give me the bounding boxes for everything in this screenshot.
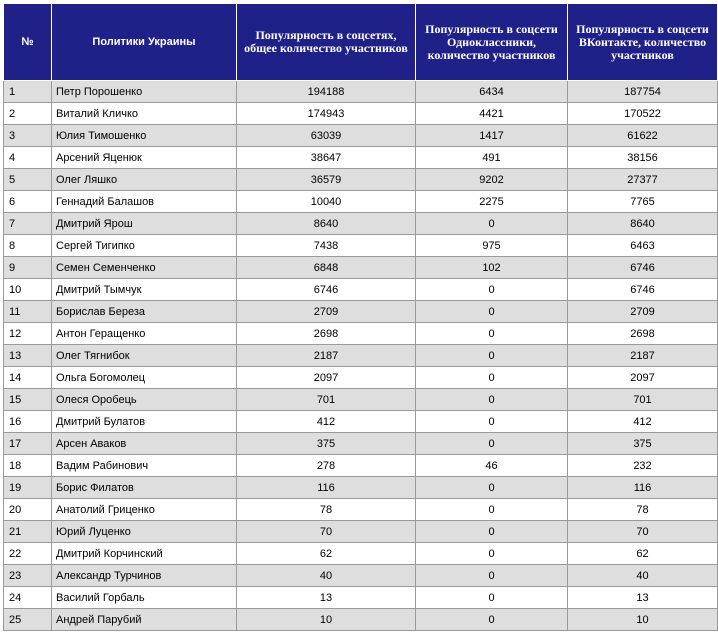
table-row <box>4 279 718 301</box>
row-number: 15 <box>4 389 52 411</box>
table-row <box>4 433 718 455</box>
row-number: 6 <box>4 191 52 213</box>
odnoklassniki-value: 491 <box>416 147 568 169</box>
vkontakte-value: 70 <box>568 521 718 543</box>
total-popularity-value: 70 <box>237 521 416 543</box>
table-row <box>4 565 718 587</box>
total-popularity-value: 13 <box>237 587 416 609</box>
total-popularity-value: 6848 <box>237 257 416 279</box>
row-number: 20 <box>4 499 52 521</box>
odnoklassniki-value: 4421 <box>416 103 568 125</box>
politician-name: Борис Филатов <box>52 477 237 499</box>
odnoklassniki-value: 102 <box>416 257 568 279</box>
total-popularity-value: 2709 <box>237 301 416 323</box>
vkontakte-value: 62 <box>568 543 718 565</box>
vkontakte-value: 232 <box>568 455 718 477</box>
vkontakte-value: 6463 <box>568 235 718 257</box>
vkontakte-value: 375 <box>568 433 718 455</box>
row-number: 8 <box>4 235 52 257</box>
table-body <box>4 81 718 631</box>
politician-name: Александр Турчинов <box>52 565 237 587</box>
row-number: 23 <box>4 565 52 587</box>
politician-name: Дмитрий Ярош <box>52 213 237 235</box>
vkontakte-value: 27377 <box>568 169 718 191</box>
row-number: 10 <box>4 279 52 301</box>
vkontakte-value: 8640 <box>568 213 718 235</box>
table-header <box>4 4 718 81</box>
table-row <box>4 543 718 565</box>
odnoklassniki-value: 0 <box>416 609 568 631</box>
row-number: 3 <box>4 125 52 147</box>
table-row <box>4 411 718 433</box>
odnoklassniki-value: 0 <box>416 301 568 323</box>
table-row <box>4 389 718 411</box>
odnoklassniki-value: 0 <box>416 521 568 543</box>
row-number: 24 <box>4 587 52 609</box>
row-number: 7 <box>4 213 52 235</box>
vkontakte-value: 40 <box>568 565 718 587</box>
table-row <box>4 521 718 543</box>
odnoklassniki-value: 9202 <box>416 169 568 191</box>
table-row <box>4 257 718 279</box>
vkontakte-value: 38156 <box>568 147 718 169</box>
total-popularity-value: 375 <box>237 433 416 455</box>
total-popularity-value: 40 <box>237 565 416 587</box>
odnoklassniki-value: 975 <box>416 235 568 257</box>
row-number: 4 <box>4 147 52 169</box>
odnoklassniki-value: 46 <box>416 455 568 477</box>
vkontakte-value: 701 <box>568 389 718 411</box>
politician-name: Арсен Аваков <box>52 433 237 455</box>
popularity-table <box>3 3 718 631</box>
odnoklassniki-value: 1417 <box>416 125 568 147</box>
table-row <box>4 587 718 609</box>
politician-name: Олеся Оробець <box>52 389 237 411</box>
table-row <box>4 455 718 477</box>
row-number: 21 <box>4 521 52 543</box>
total-popularity-value: 62 <box>237 543 416 565</box>
row-number: 5 <box>4 169 52 191</box>
odnoklassniki-value: 0 <box>416 477 568 499</box>
table-row <box>4 191 718 213</box>
odnoklassniki-value: 0 <box>416 543 568 565</box>
table-row <box>4 125 718 147</box>
vkontakte-value: 6746 <box>568 279 718 301</box>
vkontakte-value: 187754 <box>568 81 718 103</box>
politician-name: Семен Семенченко <box>52 257 237 279</box>
table-row <box>4 301 718 323</box>
vkontakte-value: 2698 <box>568 323 718 345</box>
row-number: 11 <box>4 301 52 323</box>
odnoklassniki-value: 0 <box>416 499 568 521</box>
vkontakte-value: 7765 <box>568 191 718 213</box>
row-number: 12 <box>4 323 52 345</box>
total-popularity-value: 36579 <box>237 169 416 191</box>
header-vkontakte-popularity: Популярность в соцсети ВКонтакте, количество участников <box>568 4 718 81</box>
vkontakte-value: 13 <box>568 587 718 609</box>
politician-name: Дмитрий Тымчук <box>52 279 237 301</box>
table-row <box>4 81 718 103</box>
politician-name: Дмитрий Корчинский <box>52 543 237 565</box>
row-number: 13 <box>4 345 52 367</box>
politician-name: Анатолий Гриценко <box>52 499 237 521</box>
politician-name: Юрий Луценко <box>52 521 237 543</box>
header-row <box>4 4 718 81</box>
total-popularity-value: 63039 <box>237 125 416 147</box>
odnoklassniki-value: 6434 <box>416 81 568 103</box>
total-popularity-value: 10 <box>237 609 416 631</box>
odnoklassniki-value: 0 <box>416 213 568 235</box>
odnoklassniki-value: 0 <box>416 411 568 433</box>
total-popularity-value: 116 <box>237 477 416 499</box>
table-row <box>4 477 718 499</box>
politician-name: Геннадий Балашов <box>52 191 237 213</box>
table-row <box>4 235 718 257</box>
row-number: 25 <box>4 609 52 631</box>
vkontakte-value: 10 <box>568 609 718 631</box>
row-number: 14 <box>4 367 52 389</box>
politician-name: Олег Тягнибок <box>52 345 237 367</box>
politician-name: Андрей Парубий <box>52 609 237 631</box>
table-row <box>4 147 718 169</box>
header-odnoklassniki-popularity: Популярность в соцсети Одноклассники, количество участников <box>416 4 568 81</box>
total-popularity-value: 278 <box>237 455 416 477</box>
total-popularity-value: 2097 <box>237 367 416 389</box>
vkontakte-value: 116 <box>568 477 718 499</box>
vkontakte-value: 170522 <box>568 103 718 125</box>
row-number: 19 <box>4 477 52 499</box>
total-popularity-value: 78 <box>237 499 416 521</box>
row-number: 2 <box>4 103 52 125</box>
odnoklassniki-value: 0 <box>416 565 568 587</box>
total-popularity-value: 10040 <box>237 191 416 213</box>
odnoklassniki-value: 0 <box>416 345 568 367</box>
odnoklassniki-value: 0 <box>416 389 568 411</box>
total-popularity-value: 8640 <box>237 213 416 235</box>
row-number: 17 <box>4 433 52 455</box>
odnoklassniki-value: 0 <box>416 433 568 455</box>
politician-name: Дмитрий Булатов <box>52 411 237 433</box>
row-number: 9 <box>4 257 52 279</box>
total-popularity-value: 2187 <box>237 345 416 367</box>
odnoklassniki-value: 0 <box>416 323 568 345</box>
header-number: № <box>4 4 52 81</box>
odnoklassniki-value: 0 <box>416 279 568 301</box>
row-number: 1 <box>4 81 52 103</box>
politician-name: Антон Геращенко <box>52 323 237 345</box>
vkontakte-value: 2709 <box>568 301 718 323</box>
politician-name: Ольга Богомолец <box>52 367 237 389</box>
total-popularity-value: 6746 <box>237 279 416 301</box>
table-row <box>4 169 718 191</box>
row-number: 18 <box>4 455 52 477</box>
odnoklassniki-value: 2275 <box>416 191 568 213</box>
politician-name: Вадим Рабинович <box>52 455 237 477</box>
politician-name: Василий Горбаль <box>52 587 237 609</box>
odnoklassniki-value: 0 <box>416 587 568 609</box>
vkontakte-value: 61622 <box>568 125 718 147</box>
total-popularity-value: 412 <box>237 411 416 433</box>
header-total-popularity: Популярность в соцсетях, общее количество участников <box>237 4 416 81</box>
table-row <box>4 103 718 125</box>
politician-name: Олег Ляшко <box>52 169 237 191</box>
total-popularity-value: 2698 <box>237 323 416 345</box>
politician-name: Виталий Кличко <box>52 103 237 125</box>
table-row <box>4 499 718 521</box>
vkontakte-value: 2097 <box>568 367 718 389</box>
politician-name: Арсений Яценюк <box>52 147 237 169</box>
politician-name: Сергей Тигипко <box>52 235 237 257</box>
table-row <box>4 345 718 367</box>
total-popularity-value: 701 <box>237 389 416 411</box>
table-row <box>4 213 718 235</box>
vkontakte-value: 2187 <box>568 345 718 367</box>
total-popularity-value: 194188 <box>237 81 416 103</box>
row-number: 22 <box>4 543 52 565</box>
odnoklassniki-value: 0 <box>416 367 568 389</box>
vkontakte-value: 78 <box>568 499 718 521</box>
table-row <box>4 609 718 631</box>
total-popularity-value: 38647 <box>237 147 416 169</box>
politician-name: Юлия Тимошенко <box>52 125 237 147</box>
table-row <box>4 367 718 389</box>
row-number: 16 <box>4 411 52 433</box>
table-row <box>4 323 718 345</box>
total-popularity-value: 7438 <box>237 235 416 257</box>
politician-name: Петр Порошенко <box>52 81 237 103</box>
header-politician: Политики Украины <box>52 4 237 81</box>
vkontakte-value: 412 <box>568 411 718 433</box>
vkontakte-value: 6746 <box>568 257 718 279</box>
politician-name: Борислав Береза <box>52 301 237 323</box>
total-popularity-value: 174943 <box>237 103 416 125</box>
